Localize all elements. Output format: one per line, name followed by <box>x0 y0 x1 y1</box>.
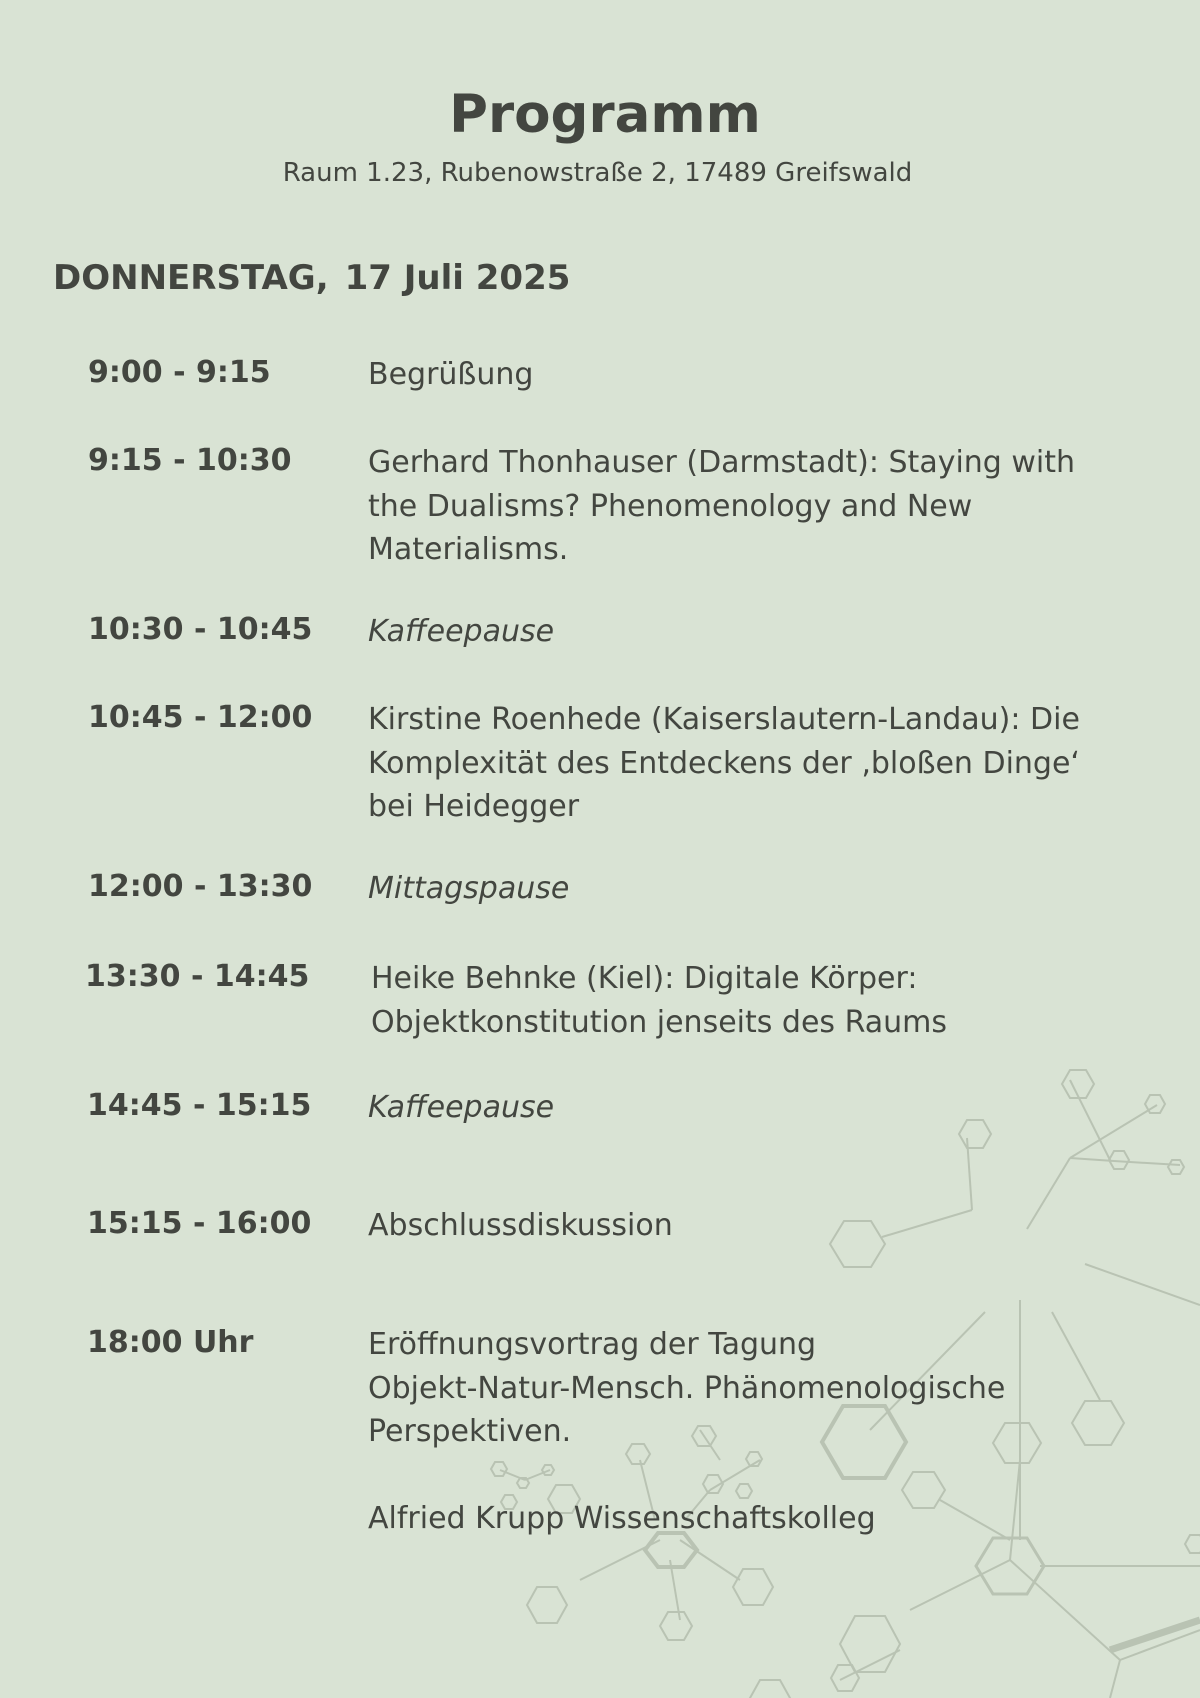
session-line: Objekt-Natur-Mensch. Phänomenologische <box>368 1370 1006 1406</box>
session-title <box>371 957 1131 1044</box>
session-line: Abschlussdiskussion <box>368 1208 673 1243</box>
weekday: DONNERSTAG, <box>53 258 329 298</box>
session-line: Kirstine Roenhede (Kaiserslautern-Landau): Die <box>368 702 1080 737</box>
date: 17 Juli 2025 <box>344 258 571 298</box>
session-line: Komplexität des Entdeckens der ‚bloßen Dinge‘ <box>368 745 1080 781</box>
session-title <box>368 1323 1128 1540</box>
session-line: Mittagspause <box>368 871 570 906</box>
session-title <box>368 1204 1128 1248</box>
break-label <box>368 867 1128 911</box>
time-slot: 13:30 - 14:45 <box>85 959 310 994</box>
session-line: the Dualisms? Phenomenology and New <box>368 488 973 524</box>
time-slot: 12:00 - 13:30 <box>88 869 313 904</box>
session-line: Kaffeepause <box>368 614 555 649</box>
venue-address: Raum 1.23, Rubenowstraße 2, 17489 Greifswald <box>282 158 913 188</box>
time-slot: 10:45 - 12:00 <box>88 700 313 735</box>
time-slot: 9:15 - 10:30 <box>88 443 292 478</box>
time-slot: 15:15 - 16:00 <box>87 1206 312 1241</box>
session-line: Objektkonstitution jenseits des Raums <box>371 1004 948 1040</box>
session-line: Begrüßung <box>368 357 534 392</box>
session-line: Perspektiven. <box>368 1414 572 1449</box>
time-slot: 10:30 - 10:45 <box>88 612 313 647</box>
break-label <box>368 610 1128 654</box>
session-line: Gerhard Thonhauser (Darmstadt): Staying with <box>368 445 1076 480</box>
session-line: Eröffnungsvortrag der Tagung <box>368 1327 817 1362</box>
session-line: Kaffeepause <box>368 1090 555 1125</box>
session-line: bei Heidegger <box>368 789 580 824</box>
session-title <box>368 353 1128 397</box>
time-slot: 14:45 - 15:15 <box>87 1088 312 1123</box>
time-slot: 9:00 - 9:15 <box>88 355 271 390</box>
time-slot: 18:00 Uhr <box>87 1325 254 1360</box>
page-title: Programm <box>449 84 761 145</box>
session-title <box>368 441 1128 572</box>
break-label <box>368 1086 1128 1130</box>
day-heading <box>53 258 570 298</box>
session-line: Materialisms. <box>368 532 569 567</box>
session-line: Heike Behnke (Kiel): Digitale Körper: <box>371 961 918 996</box>
session-title <box>368 698 1128 829</box>
session-venue: Alfried Krupp Wissenschaftskolleg <box>368 1500 876 1536</box>
